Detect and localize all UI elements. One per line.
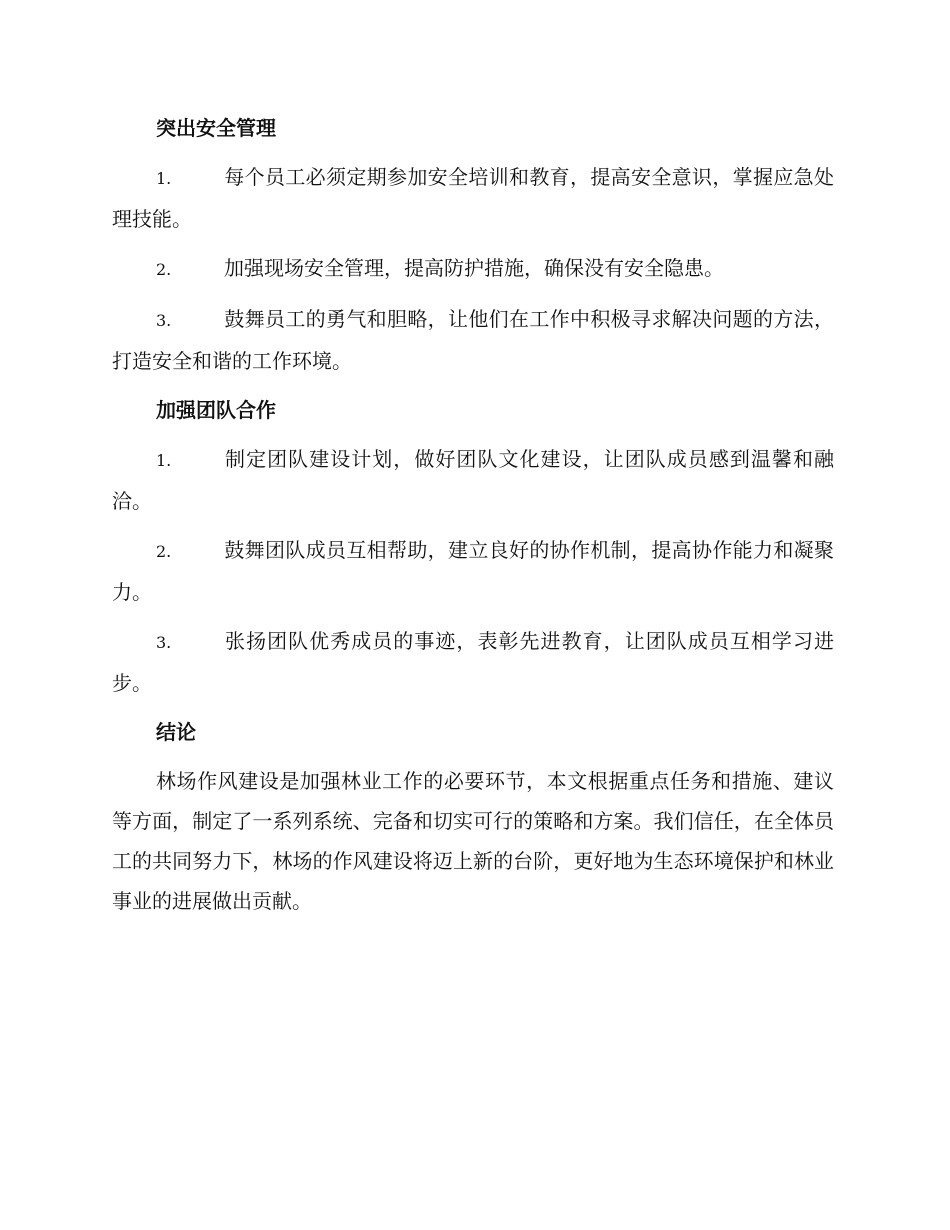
list-item-text: 制定团队建设计划，做好团队文化建设，让团队成员感到温馨和融洽。 (112, 447, 834, 513)
list-item-number: 2. (156, 542, 172, 561)
conclusion-paragraph: 林场作风建设是加强林业工作的必要环节，本文根据重点任务和措施、建议等方面，制定了一系列系统、完备和切实可行的策略和方案。我们信任，在全体员工的共同努力下，林场的作风建设将迈上新的台阶，更好地为生态环境保护和林业事业的进展做出贡献。 (112, 769, 834, 913)
document-page (112, 108, 834, 921)
list-item-number: 3. (156, 633, 172, 652)
list-item-text: 张扬团队优秀成员的事迹，表彰先进教育，让团队成员互相学习进步。 (112, 629, 834, 695)
section-heading-safety: 突出安全管理 (156, 116, 276, 140)
list-item (112, 621, 834, 703)
section-heading-teamwork: 加强团队合作 (156, 398, 276, 422)
list-item-number: 2. (156, 260, 172, 279)
list-item-text: 每个员工必须定期参加安全培训和教育，提高安全意识，掌握应急处理技能。 (112, 165, 834, 231)
list-item-text: 加强现场安全管理，提高防护措施，确保没有安全隐患。 (224, 256, 724, 280)
list-item-number: 1. (156, 169, 172, 188)
list-item (112, 299, 834, 381)
list-item (112, 530, 834, 612)
list-item (112, 248, 834, 290)
list-item-text: 鼓舞员工的勇气和胆略，让他们在工作中积极寻求解决问题的方法，打造安全和谐的工作环境。 (112, 307, 834, 373)
section-heading-conclusion: 结论 (156, 720, 196, 744)
list-item (112, 157, 834, 239)
list-item-number: 3. (156, 311, 172, 330)
list-item-number: 1. (156, 451, 172, 470)
list-item-text: 鼓舞团队成员互相帮助，建立良好的协作机制，提高协作能力和凝聚力。 (112, 538, 834, 604)
list-item (112, 439, 834, 521)
